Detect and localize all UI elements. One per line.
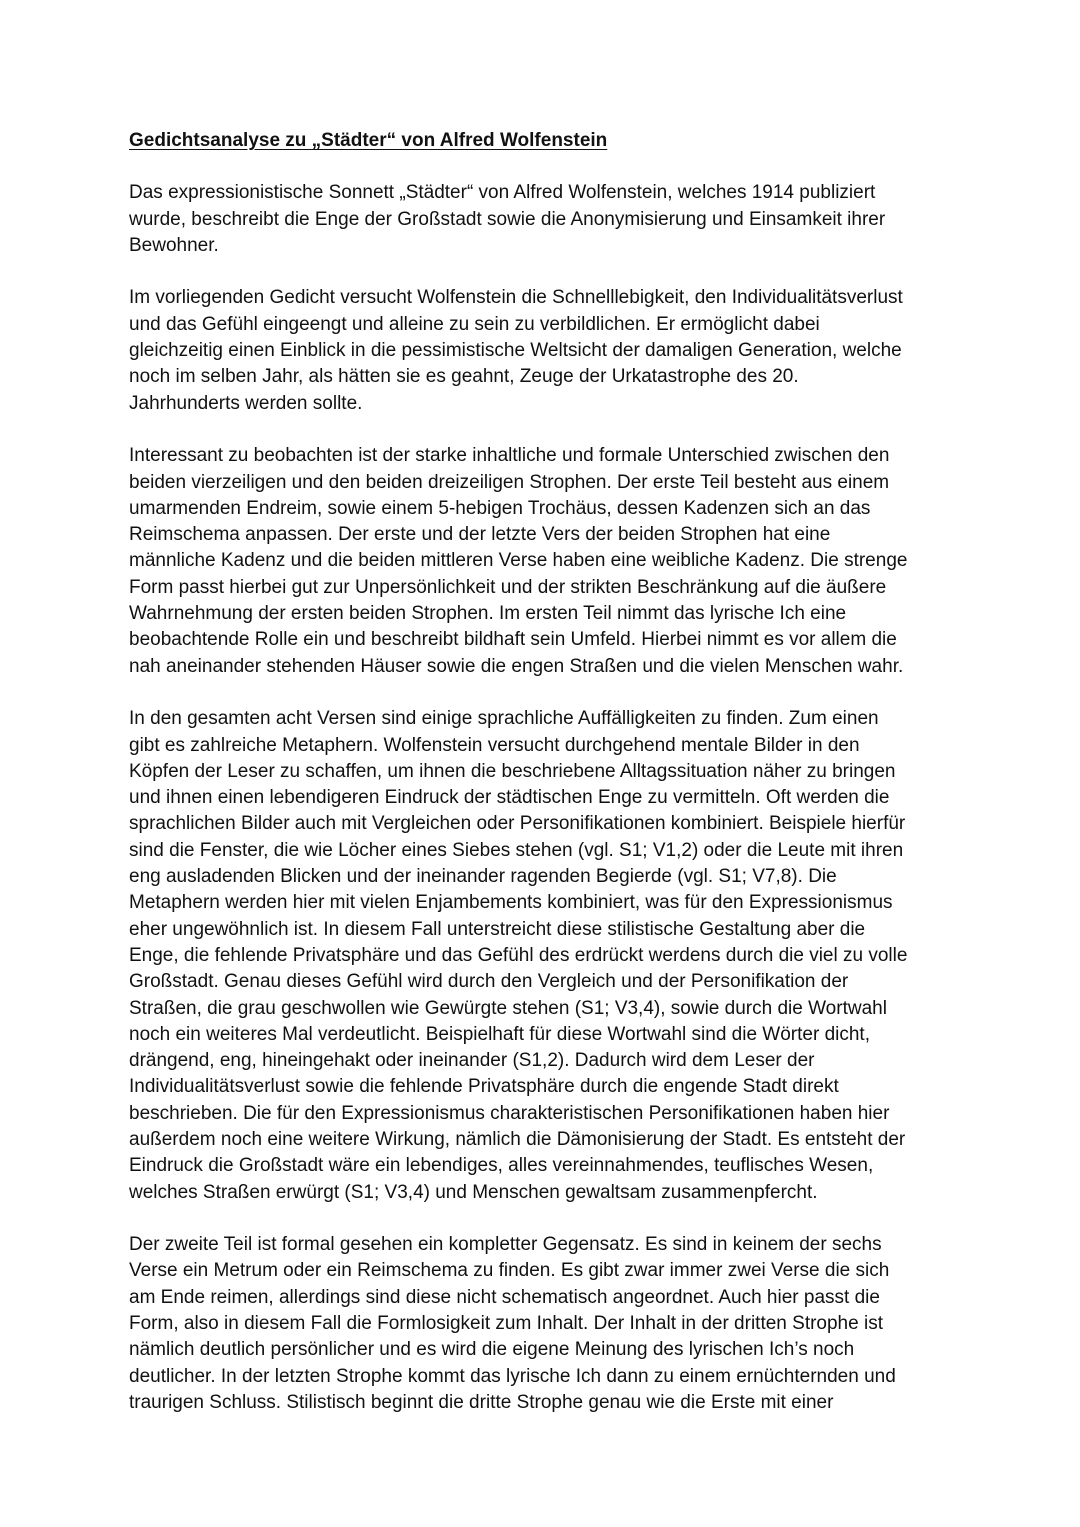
text-line: Der zweite Teil ist formal gesehen ein kompletter Gegensatz. Es sind in keinem der sechs bbox=[129, 1234, 882, 1256]
text-line: Im vorliegenden Gedicht versucht Wolfenstein die Schnelllebigkeit, den Individualitätsverlust bbox=[129, 287, 903, 309]
text-line: Das expressionistische Sonnett „Städter“ von Alfred Wolfenstein, welches 1914 publiziert bbox=[129, 182, 876, 204]
text-line: Wahrnehmung der ersten beiden Strophen. Im ersten Teil nimmt das lyrische Ich eine bbox=[129, 603, 847, 625]
document-title: Gedichtsanalyse zu „Städter“ von Alfred Wolfenstein bbox=[129, 130, 608, 151]
text-line: sprachlichen Bilder auch mit Vergleichen oder Personifikationen kombiniert. Beispiele hierfür bbox=[129, 813, 906, 835]
text-line: traurigen Schluss. Stilistisch beginnt die dritte Strophe genau wie die Erste mit einer bbox=[129, 1391, 834, 1413]
text-line: Verse ein Metrum oder ein Reimschema zu finden. Es gibt zwar immer zwei Verse die sich bbox=[129, 1260, 890, 1282]
text-line: nämlich deutlich persönlicher und es wird die eigene Meinung des lyrischen Ich’s noch bbox=[129, 1339, 855, 1361]
text-line: außerdem noch eine weitere Wirkung, nämlich die Dämonisierung der Stadt. Es entsteht der bbox=[129, 1128, 906, 1150]
text-line: umarmenden Endreim, sowie einem 5-hebigen Trochäus, dessen Kadenzen sich an das bbox=[129, 497, 871, 519]
text-line: Form, also in diesem Fall die Formlosigkeit zum Inhalt. Der Inhalt in der dritten Strophe ist bbox=[129, 1313, 883, 1335]
text-line: wurde, beschreibt die Enge der Großstadt sowie die Anonymisierung und Einsamkeit ihrer bbox=[129, 208, 886, 230]
paragraph-3 bbox=[129, 443, 951, 680]
text-line: beschrieben. Die für den Expressionismus charakteristischen Personifikationen haben hier bbox=[129, 1102, 890, 1124]
paragraph-4 bbox=[129, 706, 951, 1206]
text-line: sind die Fenster, die wie Löcher eines Siebes stehen (vgl. S1; V1,2) oder die Leute mit ihren bbox=[129, 839, 904, 861]
paragraph-5 bbox=[129, 1232, 951, 1416]
text-line: Metaphern werden hier mit vielen Enjambements kombiniert, was für den Expressionismus bbox=[129, 892, 893, 914]
text-line: Eindruck die Großstadt wäre ein lebendiges, alles vereinnahmendes, teuflisches Wesen, bbox=[129, 1155, 874, 1177]
text-line: Straßen, die grau geschwollen wie Gewürgte stehen (S1; V3,4), sowie durch die Wortwahl bbox=[129, 997, 887, 1019]
paragraph-1 bbox=[129, 180, 951, 259]
text-line: am Ende reimen, allerdings sind diese nicht schematisch angeordnet. Auch hier passt die bbox=[129, 1286, 880, 1308]
text-line: deutlicher. In der letzten Strophe kommt das lyrische Ich dann zu einem ernüchternden und bbox=[129, 1365, 896, 1387]
text-line: männliche Kadenz und die beiden mittleren Verse haben eine weibliche Kadenz. Die strenge bbox=[129, 550, 908, 572]
paragraph-2 bbox=[129, 285, 951, 416]
text-line: gleichzeitig einen Einblick in die pessimistische Weltsicht der damaligen Generation, welche bbox=[129, 340, 902, 362]
text-line: nah aneinander stehenden Häuser sowie die engen Straßen und die vielen Menschen wahr. bbox=[129, 655, 904, 677]
text-line: Großstadt. Genau dieses Gefühl wird durch den Vergleich und der Personifikation der bbox=[129, 971, 849, 993]
text-line: Enge, die fehlende Privatsphäre und das Gefühl des erdrückt werdens durch die viel zu volle bbox=[129, 944, 908, 966]
text-line: beiden vierzeiligen und den beiden dreizeiligen Strophen. Der erste Teil besteht aus einem bbox=[129, 471, 890, 493]
text-line: Individualitätsverlust sowie die fehlende Privatsphäre durch die engende Stadt direkt bbox=[129, 1076, 839, 1098]
text-line: noch ein weiteres Mal verdeutlicht. Beispielhaft für diese Wortwahl sind die Wörter dicht, bbox=[129, 1023, 870, 1045]
text-line: Bewohner. bbox=[129, 234, 219, 256]
text-line: und das Gefühl eingeengt und alleine zu sein zu verbildlichen. Er ermöglicht dabei bbox=[129, 313, 820, 335]
text-line: eng ausladenden Blicken und der ineinander ragenden Begierde (vgl. S1; V7,8). Die bbox=[129, 866, 837, 888]
text-line: Jahrhunderts werden sollte. bbox=[129, 392, 363, 414]
text-line: noch im selben Jahr, als hätten sie es geahnt, Zeuge der Urkatastrophe des 20. bbox=[129, 366, 799, 388]
text-line: gibt es zahlreiche Metaphern. Wolfenstein versucht durchgehend mentale Bilder in den bbox=[129, 734, 860, 756]
text-line: In den gesamten acht Versen sind einige sprachliche Auffälligkeiten zu finden. Zum einen bbox=[129, 708, 879, 730]
text-line: Interessant zu beobachten ist der starke inhaltliche und formale Unterschied zwischen den bbox=[129, 445, 890, 467]
text-line: drängend, eng, hineingehakt oder ineinander (S1,2). Dadurch wird dem Leser der bbox=[129, 1050, 815, 1072]
text-line: beobachtende Rolle ein und beschreibt bildhaft sein Umfeld. Hierbei nimmt es vor allem die bbox=[129, 629, 897, 651]
paragraph-list bbox=[129, 180, 951, 1416]
text-line: Form passt hierbei gut zur Unpersönlichkeit und der strikten Beschränkung auf die äußere bbox=[129, 576, 887, 598]
text-line: Köpfen der Leser zu schaffen, um ihnen die beschriebene Alltagssituation näher zu bringen bbox=[129, 760, 896, 782]
text-line: Reimschema anpassen. Der erste und der letzte Vers der beiden Strophen hat eine bbox=[129, 524, 831, 546]
text-line: und ihnen einen lebendigeren Eindruck der städtischen Enge zu vermitteln. Oft werden die bbox=[129, 787, 890, 809]
text-line: eher ungewöhnlich ist. In diesem Fall unterstreicht diese stilistische Gestaltung aber die bbox=[129, 918, 866, 940]
text-line: welches Straßen erwürgt (S1; V3,4) und Menschen gewaltsam zusammenpfercht. bbox=[129, 1181, 818, 1203]
document-body bbox=[129, 128, 951, 1443]
